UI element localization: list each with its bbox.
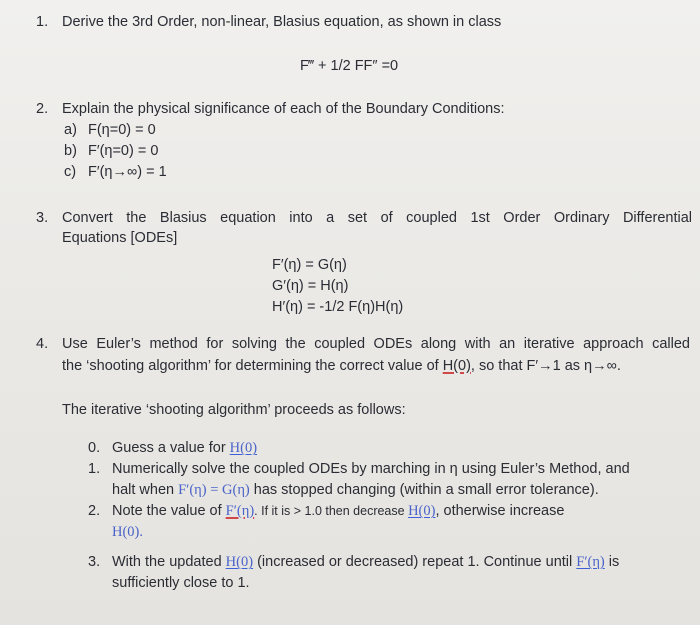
q2-item-label: a) <box>64 122 77 138</box>
step-number: 1. <box>88 461 101 477</box>
q4-intro: The iterative ‘shooting algorithm’ proceeds as follows: <box>62 402 406 418</box>
step-2-line2: H(0). <box>112 524 144 540</box>
q3-line2: Equations [ODEs] <box>62 230 178 246</box>
step-2-line1: Note the value of F′(η). If it is > 1.0 then decrease H(0), otherwise increase <box>112 503 565 519</box>
step-number: 2. <box>88 503 101 519</box>
q4-number: 4. <box>36 336 49 352</box>
q2-text: Explain the physical significance of each of the Boundary Conditions: <box>62 101 505 117</box>
step-number: 0. <box>88 440 101 456</box>
step-3-line1: With the updated H(0) (increased or decreased) repeat 1. Continue until F′(η) is <box>112 554 620 570</box>
step-1-line1: Numerically solve the coupled ODEs by marching in η using Euler’s Method, and <box>112 461 630 477</box>
step-0-text: Guess a value for H(0) <box>112 440 258 456</box>
step-1-line2: halt when F′(η) = G(η) has stopped changing (within a small error tolerance). <box>112 482 599 498</box>
q2-item-label: b) <box>64 143 77 159</box>
q2-item-b: F′(η=0) = 0 <box>88 143 159 159</box>
q4-line1: Use Euler’s method for solving the coupled ODEs along with an iterative approach called <box>62 336 690 352</box>
q4-line2: the ‘shooting algorithm’ for determining the correct value of H(0), so that F′→1 as η→∞. <box>62 358 621 374</box>
q2-item-a: F(η=0) = 0 <box>88 122 156 138</box>
step-3-line2: sufficiently close to 1. <box>112 575 250 591</box>
q2-number: 2. <box>36 101 49 117</box>
q2-item-c: F′(η→∞) = 1 <box>88 164 167 180</box>
q3-equation-1: F′(η) = G(η) <box>272 257 347 273</box>
q2-item-label: c) <box>64 164 77 180</box>
q3-line1: Convert the Blasius equation into a set of coupled 1st Order Ordinary Differential <box>62 210 692 226</box>
q1-text: Derive the 3rd Order, non-linear, Blasius equation, as shown in class <box>62 14 502 30</box>
q1-number: 1. <box>36 14 49 30</box>
step-number: 3. <box>88 554 101 570</box>
q1-equation: F‴ + 1/2 FF″ =0 <box>300 58 399 74</box>
q3-equation-2: G′(η) = H(η) <box>272 278 349 294</box>
q3-number: 3. <box>36 210 49 226</box>
h0-ref: H(0) <box>442 358 471 374</box>
q3-equation-3: H′(η) = -1/2 F(η)H(η) <box>272 299 404 315</box>
